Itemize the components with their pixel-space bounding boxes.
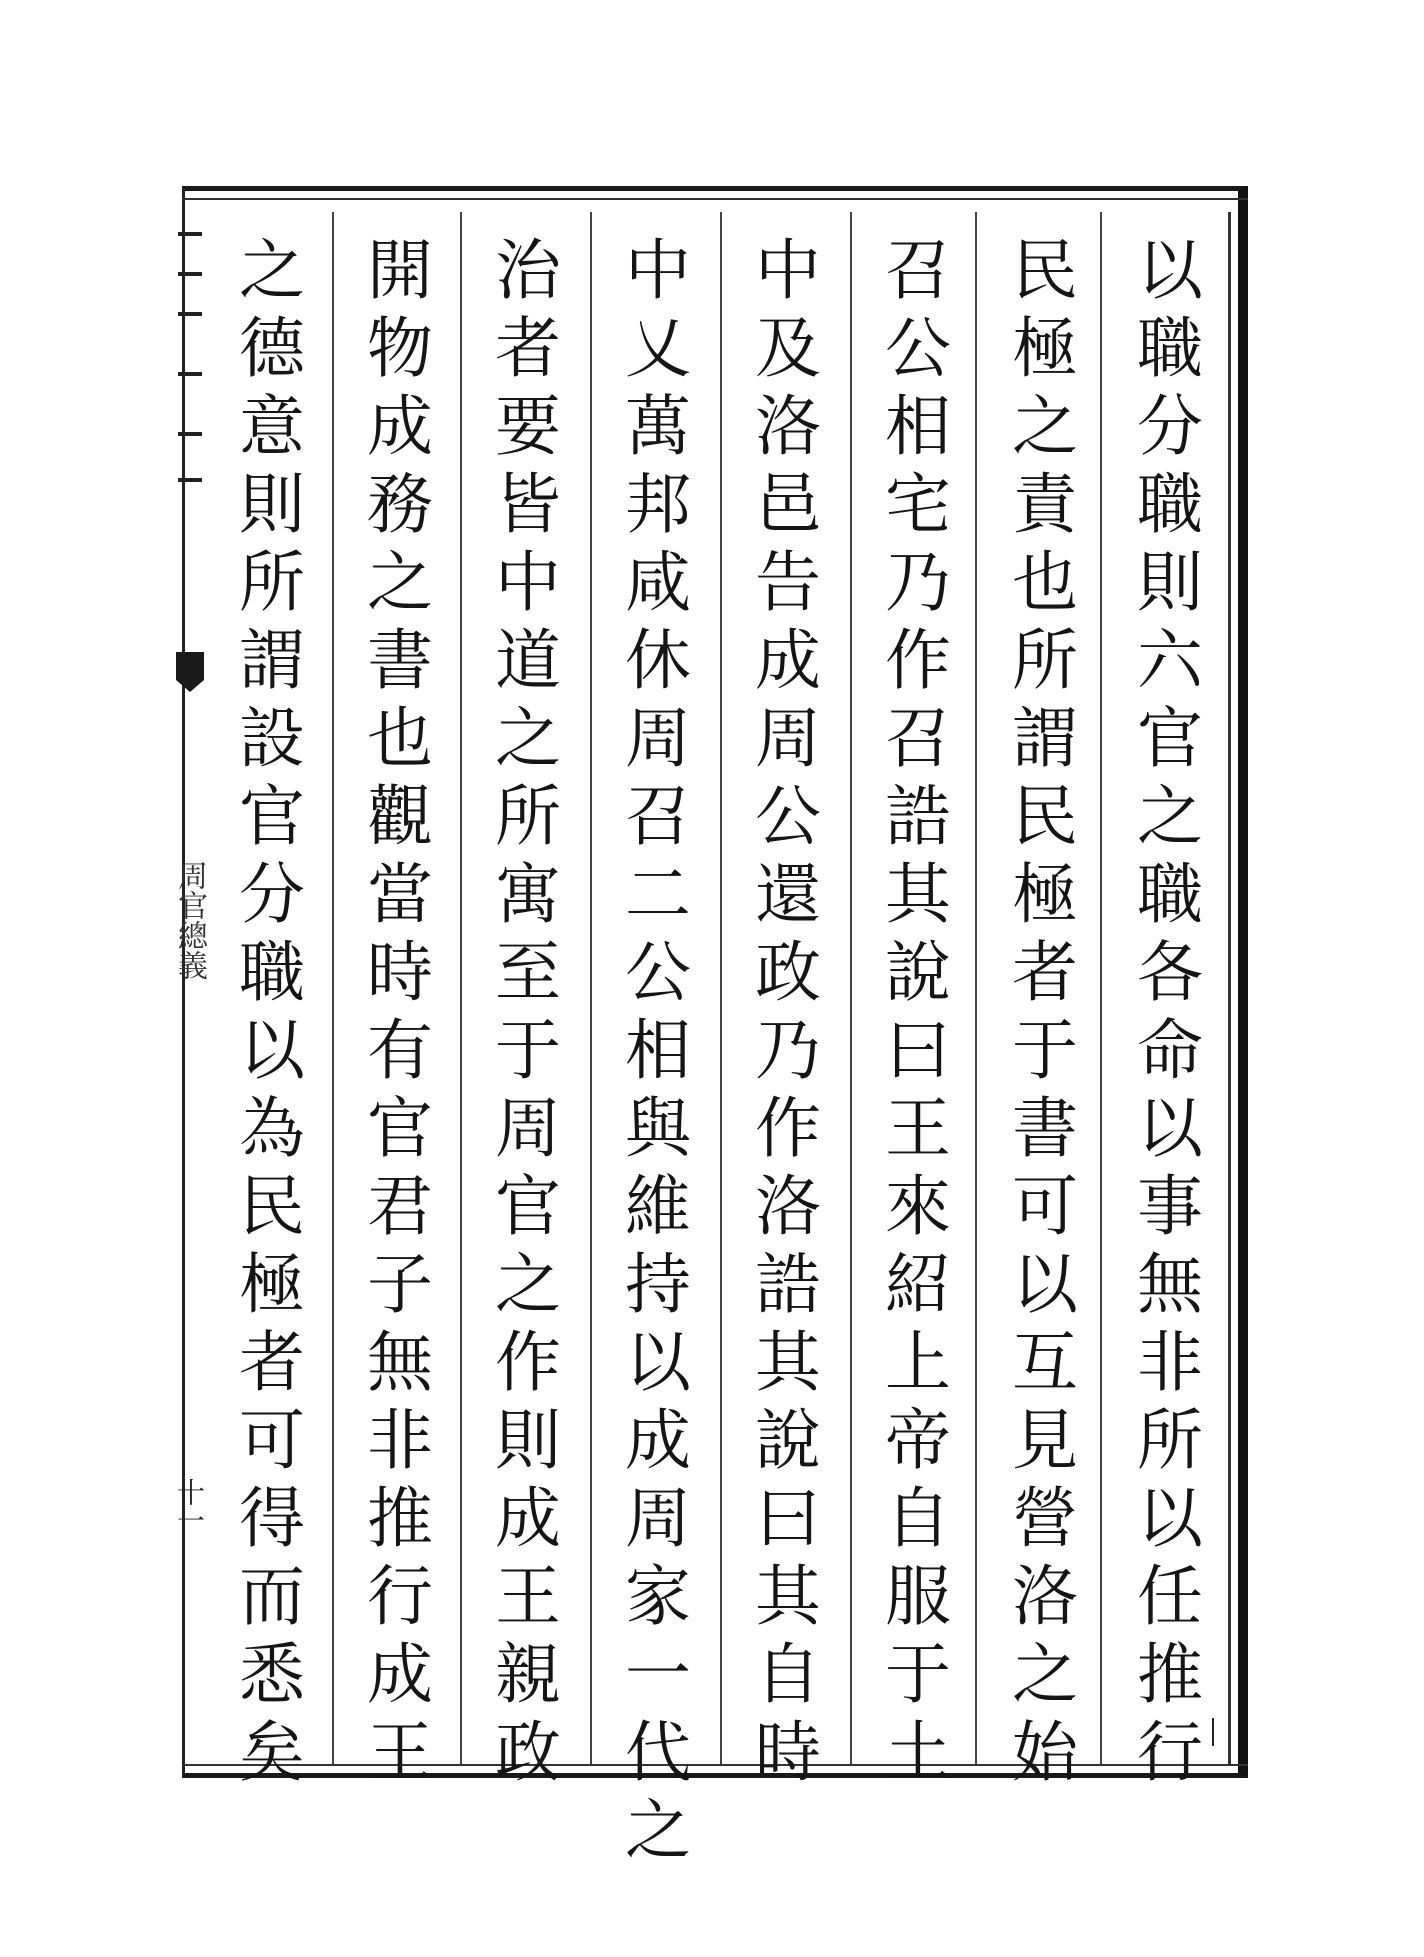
column-character: 告 bbox=[755, 544, 821, 621]
column-character: 王 bbox=[495, 1558, 561, 1635]
text-column bbox=[985, 232, 1105, 1791]
column-character: 以 bbox=[625, 1324, 691, 1401]
column-character: 官 bbox=[239, 778, 305, 855]
column-character: 分 bbox=[239, 856, 305, 933]
margin-title: 周官總義 bbox=[172, 860, 207, 980]
column-character: 公 bbox=[885, 310, 951, 387]
column-rule bbox=[590, 212, 592, 1764]
column-character: 道 bbox=[495, 622, 561, 699]
column-character: 民 bbox=[239, 1168, 305, 1245]
column-character: 極 bbox=[1012, 310, 1078, 387]
column-character: 周 bbox=[755, 700, 821, 777]
column-character: 以 bbox=[1137, 1480, 1203, 1557]
column-character: 行 bbox=[367, 1558, 433, 1635]
column-character: 說 bbox=[885, 934, 951, 1011]
column-character: 一 bbox=[625, 1636, 691, 1713]
column-character: 維 bbox=[625, 1168, 691, 1245]
column-character: 宅 bbox=[885, 466, 951, 543]
bottom-tick-mark bbox=[1212, 1718, 1214, 1746]
column-character: 民 bbox=[1012, 778, 1078, 855]
margin-mark bbox=[178, 272, 202, 276]
column-character: 六 bbox=[1137, 622, 1203, 699]
column-character: 書 bbox=[1012, 1090, 1078, 1167]
text-column bbox=[598, 232, 718, 1869]
column-rule bbox=[460, 212, 462, 1764]
column-character: 公 bbox=[625, 934, 691, 1011]
column-character: 君 bbox=[367, 1168, 433, 1245]
column-character: 極 bbox=[239, 1246, 305, 1323]
column-rule bbox=[332, 212, 334, 1764]
column-character: 意 bbox=[239, 388, 305, 465]
column-character: 開 bbox=[367, 232, 433, 309]
column-character: 以 bbox=[1137, 1090, 1203, 1167]
column-character: 中 bbox=[625, 232, 691, 309]
column-character: 營 bbox=[1012, 1480, 1078, 1557]
column-character: 帝 bbox=[885, 1402, 951, 1479]
column-character: 而 bbox=[239, 1558, 305, 1635]
column-character: 極 bbox=[1012, 856, 1078, 933]
column-character: 務 bbox=[367, 466, 433, 543]
column-character: 任 bbox=[1137, 1558, 1203, 1635]
column-character: 各 bbox=[1137, 934, 1203, 1011]
column-character: 曰 bbox=[885, 1012, 951, 1089]
column-character: 乃 bbox=[755, 1012, 821, 1089]
column-character: 王 bbox=[885, 1090, 951, 1167]
column-character: 官 bbox=[495, 1168, 561, 1245]
column-character: 相 bbox=[885, 388, 951, 465]
column-character: 以 bbox=[1012, 1246, 1078, 1323]
column-character: 及 bbox=[755, 310, 821, 387]
column-character: 非 bbox=[1137, 1324, 1203, 1401]
column-character: 無 bbox=[367, 1324, 433, 1401]
column-character: 乃 bbox=[885, 544, 951, 621]
column-character: 寓 bbox=[495, 856, 561, 933]
column-character: 職 bbox=[1137, 310, 1203, 387]
margin-page-number: 十一 bbox=[173, 1478, 206, 1534]
column-character: 之 bbox=[625, 1792, 691, 1869]
column-character: 始 bbox=[1012, 1714, 1078, 1791]
column-character: 邦 bbox=[625, 466, 691, 543]
column-character: 家 bbox=[625, 1558, 691, 1635]
column-character: 可 bbox=[239, 1402, 305, 1479]
column-character: 有 bbox=[367, 1012, 433, 1089]
column-character: 得 bbox=[239, 1480, 305, 1557]
column-character: 物 bbox=[367, 310, 433, 387]
column-character: 持 bbox=[625, 1246, 691, 1323]
margin-mark bbox=[178, 478, 202, 482]
column-character: 作 bbox=[885, 622, 951, 699]
column-rule bbox=[720, 212, 722, 1764]
column-character: 互 bbox=[1012, 1324, 1078, 1401]
column-character: 時 bbox=[755, 1714, 821, 1791]
column-character: 職 bbox=[1137, 466, 1203, 543]
column-character: 所 bbox=[239, 544, 305, 621]
column-character: 代 bbox=[625, 1714, 691, 1791]
column-character: 成 bbox=[367, 388, 433, 465]
column-character: 事 bbox=[1137, 1168, 1203, 1245]
column-character: 時 bbox=[367, 934, 433, 1011]
text-column bbox=[340, 232, 460, 1791]
column-character: 之 bbox=[1012, 388, 1078, 465]
column-character: 以 bbox=[239, 1012, 305, 1089]
text-column bbox=[468, 232, 588, 1791]
column-character: 中 bbox=[495, 544, 561, 621]
column-character: 乂 bbox=[625, 310, 691, 387]
column-character: 其 bbox=[885, 856, 951, 933]
column-character: 洛 bbox=[755, 1168, 821, 1245]
column-character: 見 bbox=[1012, 1402, 1078, 1479]
margin-mark bbox=[178, 372, 202, 376]
column-character: 之 bbox=[495, 700, 561, 777]
column-character: 設 bbox=[239, 700, 305, 777]
column-character: 職 bbox=[239, 934, 305, 1011]
column-character: 誥 bbox=[885, 778, 951, 855]
column-character: 咸 bbox=[625, 544, 691, 621]
column-character: 還 bbox=[755, 856, 821, 933]
frame-inner-top-rule bbox=[182, 198, 1248, 200]
text-column bbox=[858, 232, 978, 1791]
column-character: 休 bbox=[625, 622, 691, 699]
column-character: 者 bbox=[1012, 934, 1078, 1011]
margin-mark bbox=[178, 432, 202, 436]
column-character: 來 bbox=[885, 1168, 951, 1245]
column-character: 之 bbox=[239, 232, 305, 309]
column-character: 召 bbox=[885, 700, 951, 777]
column-character: 非 bbox=[367, 1402, 433, 1479]
column-character: 政 bbox=[755, 934, 821, 1011]
column-character: 周 bbox=[625, 700, 691, 777]
column-character: 其 bbox=[755, 1558, 821, 1635]
column-character: 推 bbox=[1137, 1636, 1203, 1713]
column-character: 者 bbox=[495, 310, 561, 387]
column-character: 官 bbox=[1137, 700, 1203, 777]
column-character: 土 bbox=[885, 1714, 951, 1791]
column-character: 職 bbox=[1137, 856, 1203, 933]
column-character: 服 bbox=[885, 1558, 951, 1635]
column-character: 于 bbox=[495, 1012, 561, 1089]
column-character: 要 bbox=[495, 388, 561, 465]
column-character: 當 bbox=[367, 856, 433, 933]
text-column bbox=[728, 232, 848, 1791]
column-character: 邑 bbox=[755, 466, 821, 543]
column-character: 二 bbox=[625, 856, 691, 933]
column-character: 作 bbox=[495, 1324, 561, 1401]
column-character: 所 bbox=[495, 778, 561, 855]
column-character: 行 bbox=[1137, 1714, 1203, 1791]
column-character: 召 bbox=[625, 778, 691, 855]
column-character: 悉 bbox=[239, 1636, 305, 1713]
column-character: 之 bbox=[1137, 778, 1203, 855]
column-character: 紹 bbox=[885, 1246, 951, 1323]
column-character: 召 bbox=[885, 232, 951, 309]
column-character: 萬 bbox=[625, 388, 691, 465]
column-character: 與 bbox=[625, 1090, 691, 1167]
column-character: 政 bbox=[495, 1714, 561, 1791]
column-character: 成 bbox=[625, 1402, 691, 1479]
column-character: 之 bbox=[1012, 1636, 1078, 1713]
column-character: 說 bbox=[755, 1402, 821, 1479]
column-character: 子 bbox=[367, 1246, 433, 1323]
column-character: 自 bbox=[755, 1636, 821, 1713]
column-character: 之 bbox=[367, 544, 433, 621]
column-character: 成 bbox=[755, 622, 821, 699]
column-character: 上 bbox=[885, 1324, 951, 1401]
column-character: 皆 bbox=[495, 466, 561, 543]
column-character: 謂 bbox=[239, 622, 305, 699]
column-character: 則 bbox=[1137, 544, 1203, 621]
column-character: 則 bbox=[239, 466, 305, 543]
column-character: 官 bbox=[367, 1090, 433, 1167]
column-character: 所 bbox=[1012, 622, 1078, 699]
column-character: 德 bbox=[239, 310, 305, 387]
column-character: 可 bbox=[1012, 1168, 1078, 1245]
column-character: 推 bbox=[367, 1480, 433, 1557]
column-character: 中 bbox=[755, 232, 821, 309]
column-character: 命 bbox=[1137, 1012, 1203, 1089]
column-character: 者 bbox=[239, 1324, 305, 1401]
column-character: 親 bbox=[495, 1636, 561, 1713]
column-character: 王 bbox=[367, 1714, 433, 1791]
column-character: 民 bbox=[1012, 232, 1078, 309]
column-character: 周 bbox=[625, 1480, 691, 1557]
margin-mark bbox=[178, 312, 202, 316]
column-character: 周 bbox=[495, 1090, 561, 1167]
column-character: 自 bbox=[885, 1480, 951, 1557]
column-character: 相 bbox=[625, 1012, 691, 1089]
column-character: 所 bbox=[1137, 1402, 1203, 1479]
column-character: 成 bbox=[367, 1636, 433, 1713]
column-character: 則 bbox=[495, 1402, 561, 1479]
text-column bbox=[212, 232, 332, 1791]
column-character: 以 bbox=[1137, 232, 1203, 309]
column-character: 觀 bbox=[367, 778, 433, 855]
column-character: 于 bbox=[885, 1636, 951, 1713]
margin-mark bbox=[178, 232, 202, 236]
column-character: 于 bbox=[1012, 1012, 1078, 1089]
column-character: 誥 bbox=[755, 1246, 821, 1323]
column-character: 曰 bbox=[755, 1480, 821, 1557]
column-character: 也 bbox=[367, 700, 433, 777]
column-character: 至 bbox=[495, 934, 561, 1011]
column-character: 為 bbox=[239, 1090, 305, 1167]
column-character: 治 bbox=[495, 232, 561, 309]
column-rule bbox=[850, 212, 852, 1764]
column-character: 其 bbox=[755, 1324, 821, 1401]
text-column bbox=[1110, 232, 1230, 1791]
column-character: 書 bbox=[367, 622, 433, 699]
column-character: 作 bbox=[755, 1090, 821, 1167]
column-character: 分 bbox=[1137, 388, 1203, 465]
column-character: 責 bbox=[1012, 466, 1078, 543]
column-character: 成 bbox=[495, 1480, 561, 1557]
column-character: 矣 bbox=[239, 1714, 305, 1791]
column-character: 公 bbox=[755, 778, 821, 855]
column-character: 無 bbox=[1137, 1246, 1203, 1323]
column-character: 之 bbox=[495, 1246, 561, 1323]
column-character: 洛 bbox=[1012, 1558, 1078, 1635]
column-character: 洛 bbox=[755, 388, 821, 465]
column-character: 也 bbox=[1012, 544, 1078, 621]
column-character: 謂 bbox=[1012, 700, 1078, 777]
